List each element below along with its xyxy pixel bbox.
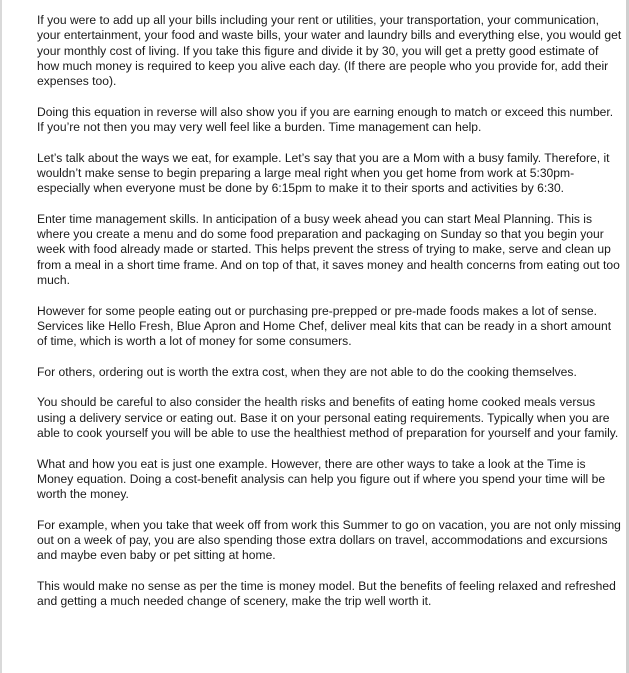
- paragraph-cost-of-living: If you were to add up all your bills including your rent or utilities, your transportation, your communication, your entertainment, your food and waste bills, your water and laundry bills and everything else, you would get your monthly cost of living. If you take this figure and divide it by 30, you will get a pretty good estimate of how much money is required to keep you alive each day. (If there are people who you provide for, add their expenses too).: [37, 13, 622, 89]
- paragraph-reverse-equation: Doing this equation in reverse will also show you if you are earning enough to match or exceed this number. If you’re not then you may very well feel like a burden. Time management can help.: [37, 104, 614, 135]
- paragraph-meal-kits: However for some people eating out or purchasing pre-prepped or pre-made foods makes a lot of sense. Services like Hello Fresh, Blue Apron and Home Chef, deliver meal kits that can be ready in a short amount of time, which is worth a lot of money for some consumers.: [37, 303, 612, 349]
- paragraph-ways-we-eat: Let’s talk about the ways we eat, for example. Let’s say that you are a Mom with a busy family. Therefore, it wouldn’t make sense to begin preparing a large meal right when you get home from work at 5:30pm- especially when everyone must be done by 6:15pm to make it to their sports and activities by 6:30.: [37, 150, 610, 196]
- paragraph-health-risks: You should be careful to also consider the health risks and benefits of eating home cooked meals versus using a delivery service or eating out. Base it on your personal eating requirements. Typically when you are able to cook yourself you will be able to use the healthiest method of preparation for yourself and your family.: [37, 395, 619, 441]
- paragraph-ordering-out: For others, ordering out is worth the extra cost, when they are not able to do the cooking themselves.: [37, 364, 577, 379]
- paragraph-vacation-example: For example, when you take that week off from work this Summer to go on vacation, you are not only missing out on a week of pay, you are also spending those extra dollars on travel, accommodations and excursions and maybe even baby or pet sitting at home.: [37, 517, 621, 563]
- paragraph-vacation-benefits: This would make no sense as per the time is money model. But the benefits of feeling relaxed and refreshed and getting a much needed change of scenery, make the trip well worth it.: [37, 578, 616, 609]
- page-left-edge: [0, 0, 2, 673]
- document-body: [37, 13, 622, 625]
- paragraph-time-is-money: What and how you eat is just one example. However, there are other ways to take a look at the Time is Money equation. Doing a cost-benefit analysis can help you figure out if where you spend your time will be worth the money.: [37, 456, 606, 502]
- paragraph-meal-planning: Enter time management skills. In anticipation of a busy week ahead you can start Meal Planning. This is where you create a menu and do some food preparation and packaging on Sunday so that you begin your week with food already made or started. This helps prevent the stress of trying to make, serve and clean up from a meal in a short time frame. And on top of that, it saves money and health concerns from eating out too much.: [37, 211, 620, 288]
